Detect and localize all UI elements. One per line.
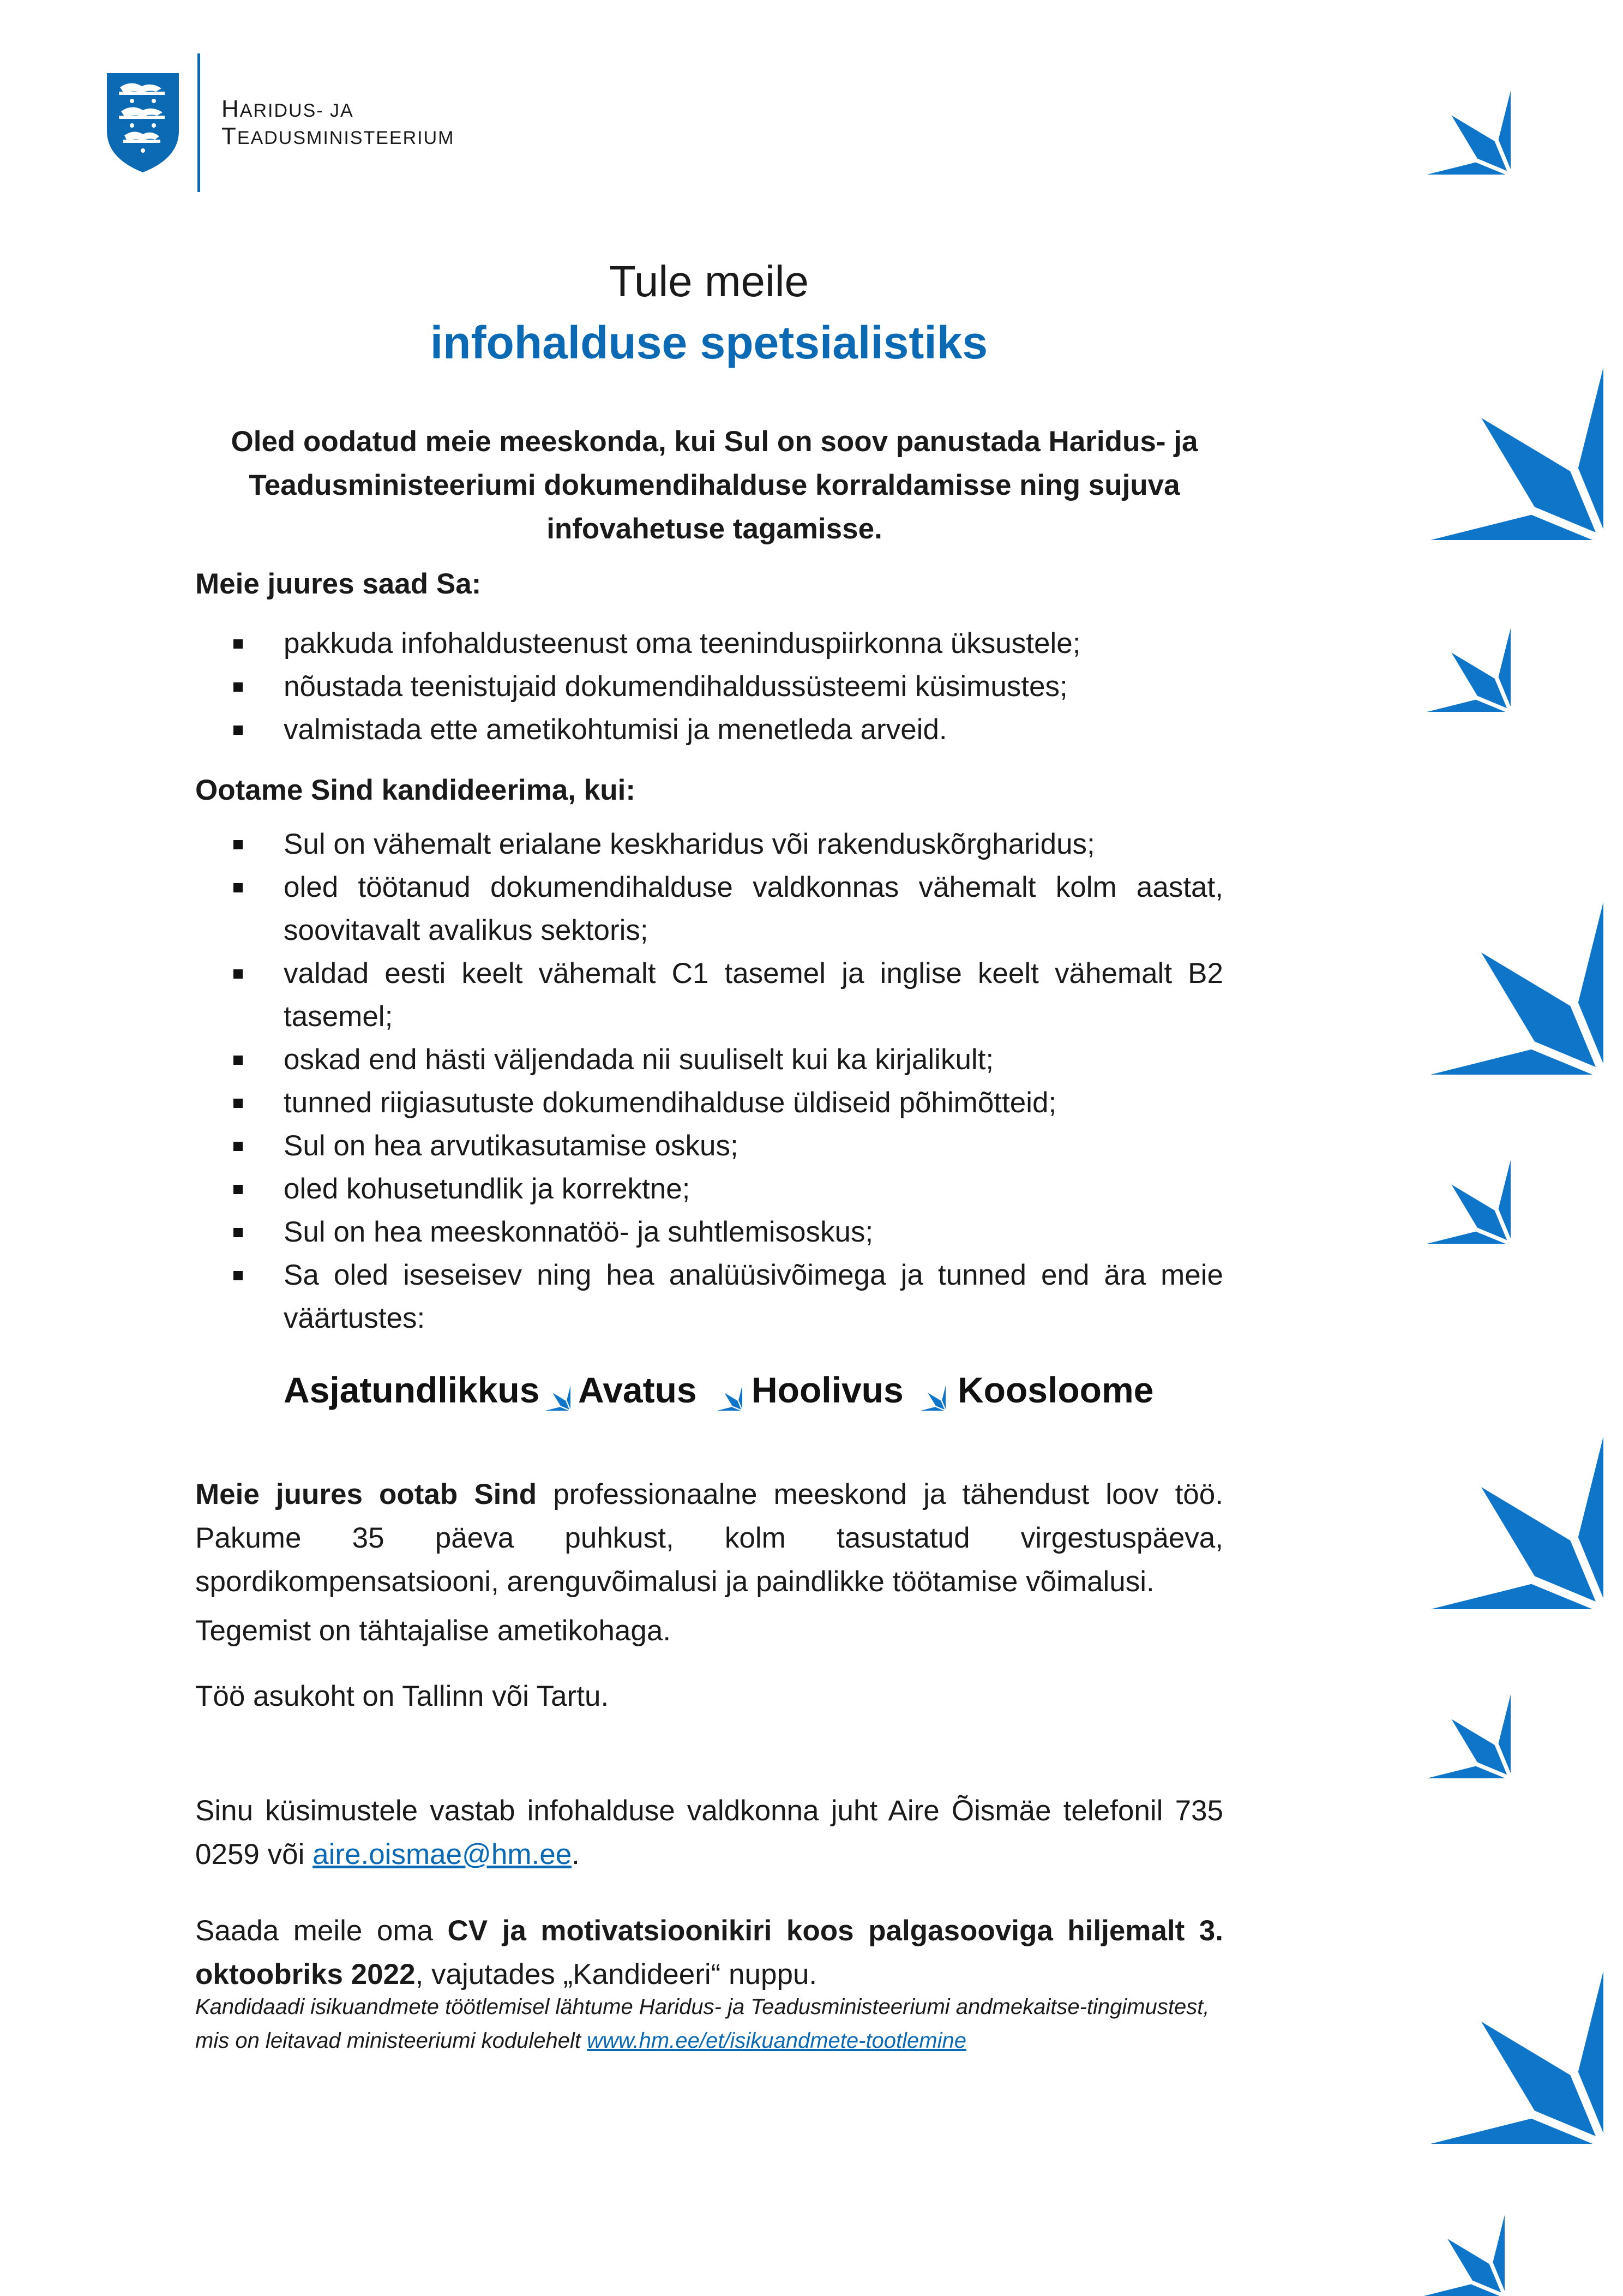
bullet-icon	[233, 1056, 243, 1065]
bullet-icon	[233, 726, 243, 735]
list-item: Sul on vähemalt erialane keskharidus või rakenduskõrgharidus;	[195, 823, 1223, 866]
list-item: valdad eesti keelt vähemalt C1 tasemel ja inglise keelt vähemalt B2 tasemel;	[195, 952, 1223, 1038]
contract-type-text: Tegemist on tähtajalise ametikohaga.	[195, 1615, 671, 1647]
snowflake-star-icon	[1243, 1249, 1603, 1609]
intro-text: Oled oodatud meie meeskonda, kui Sul on soov panustada Haridus- ja Teadusministeeriumi dokumendihalduse korraldamisse ning sujuva infovahetuse tagamisse.	[231, 425, 1198, 545]
list-item: Sul on hea arvutikasutamise oskus;	[195, 1124, 1223, 1167]
value-caring: Hoolivus	[752, 1370, 904, 1410]
values-row	[284, 1358, 1211, 1424]
contact-email-link[interactable]: aire.oismae@hm.ee	[312, 1838, 572, 1871]
list-item: oled töötanud dokumendihalduse valdkonnas vähemalt kolm aastat, soovitavalt avalikus sektoris;	[195, 866, 1223, 952]
snowflake-star-icon	[1243, 180, 1603, 540]
application-paragraph: Saada meile oma CV ja motivatsioonikiri koos palgasooviga hiljemalt 3. oktoobriks 2022, vajutades „Kandideeri“ nuppu.	[195, 1915, 1223, 1991]
list-item: pakkuda infohaldusteenust oma teeninduspiirkonna üksustele;	[195, 622, 1223, 665]
bullet-icon	[233, 1142, 243, 1151]
bullet-icon	[233, 639, 243, 649]
bullet-icon	[233, 1271, 243, 1280]
value-openness: Avatus	[578, 1370, 697, 1410]
bullet-icon	[233, 1185, 243, 1194]
requirements-heading: Ootame Sind kandideerima, kui:	[195, 774, 635, 806]
privacy-note: Kandidaadi isikuandmete töötlemisel lähtume Haridus- ja Teadusministeeriumi andmekaitse-tingimustest, mis on leitavad ministeeriumi kodulehelt www.hm.ee/et/isikuandmete-tootlemine	[195, 1995, 1210, 2053]
bullet-icon	[233, 969, 243, 979]
bullet-icon	[233, 840, 243, 849]
ministry-name-line2: TEADUSMINISTEERIUM	[221, 123, 455, 149]
snowflake-star-icon	[1336, 537, 1511, 712]
snowflake-star-icon	[1243, 1784, 1603, 2144]
coat-of-arms-icon	[105, 71, 181, 175]
bullet-icon	[233, 883, 243, 892]
list-item: tunned riigiasutuste dokumendihalduse üldiseid põhimõtteid;	[195, 1081, 1223, 1124]
list-item: Sul on hea meeskonnatöö- ja suhtlemisoskus;	[195, 1210, 1223, 1254]
value-cocreation: Koosloome	[958, 1370, 1154, 1410]
offer-list	[195, 622, 1223, 751]
bullet-icon	[233, 1099, 243, 1108]
list-item: nõustada teenistujaid dokumendihaldussüsteemi küsimustes;	[195, 665, 1223, 708]
list-item: valmistada ette ametikohtumisi ja menetleda arveid.	[195, 708, 1223, 751]
snowflake-star-icon	[690, 1358, 742, 1411]
benefits-paragraph: Meie juures ootab Sind professionaalne meeskond ja tähendust loov töö. Pakume 35 päeva puhkust, kolm tasustatud virgestuspäeva, spordikompensatsiooni, arenguvõimalusi ja paindlikke töötamise võimalusi.	[195, 1478, 1223, 1598]
location-text: Töö asukoht on Tallinn või Tartu.	[195, 1680, 609, 1712]
snowflake-star-icon	[1336, 2127, 1505, 2296]
requirements-list	[195, 823, 1223, 1340]
bullet-icon	[233, 1228, 243, 1237]
snowflake-star-icon	[518, 1358, 570, 1411]
value-expertise: Asjatundlikkus	[284, 1370, 540, 1410]
list-item: oled kohusetundlik ja korrektne;	[195, 1167, 1223, 1210]
job-title: infohalduse spetsialistiks	[430, 317, 988, 368]
bullet-icon	[233, 682, 243, 692]
snowflake-star-icon	[1336, 0, 1511, 175]
contact-paragraph: Sinu küsimustele vastab infohalduse valdkonna juht Aire Õismäe telefonil 735 0259 või aire.oismae@hm.ee.	[195, 1795, 1223, 1871]
snowflake-star-icon	[1336, 1069, 1511, 1244]
offer-heading: Meie juures saad Sa:	[195, 568, 482, 600]
snowflake-star-icon	[1243, 715, 1603, 1075]
logo-divider	[197, 53, 200, 192]
ministry-name-line1: HARIDUS- JA	[221, 95, 354, 122]
list-item: Sa oled iseseisev ning hea analüüsivõimega ja tunned end ära meie väärtustes:	[195, 1254, 1223, 1340]
privacy-link[interactable]: www.hm.ee/et/isikuandmete-tootlemine	[587, 2029, 966, 2053]
list-item: oskad end hästi väljendada nii suuliselt kui ka kirjalikult;	[195, 1038, 1223, 1081]
snowflake-star-icon	[1336, 1604, 1511, 1778]
title-line1: Tule meile	[609, 257, 809, 305]
snowflake-star-icon	[893, 1358, 946, 1411]
